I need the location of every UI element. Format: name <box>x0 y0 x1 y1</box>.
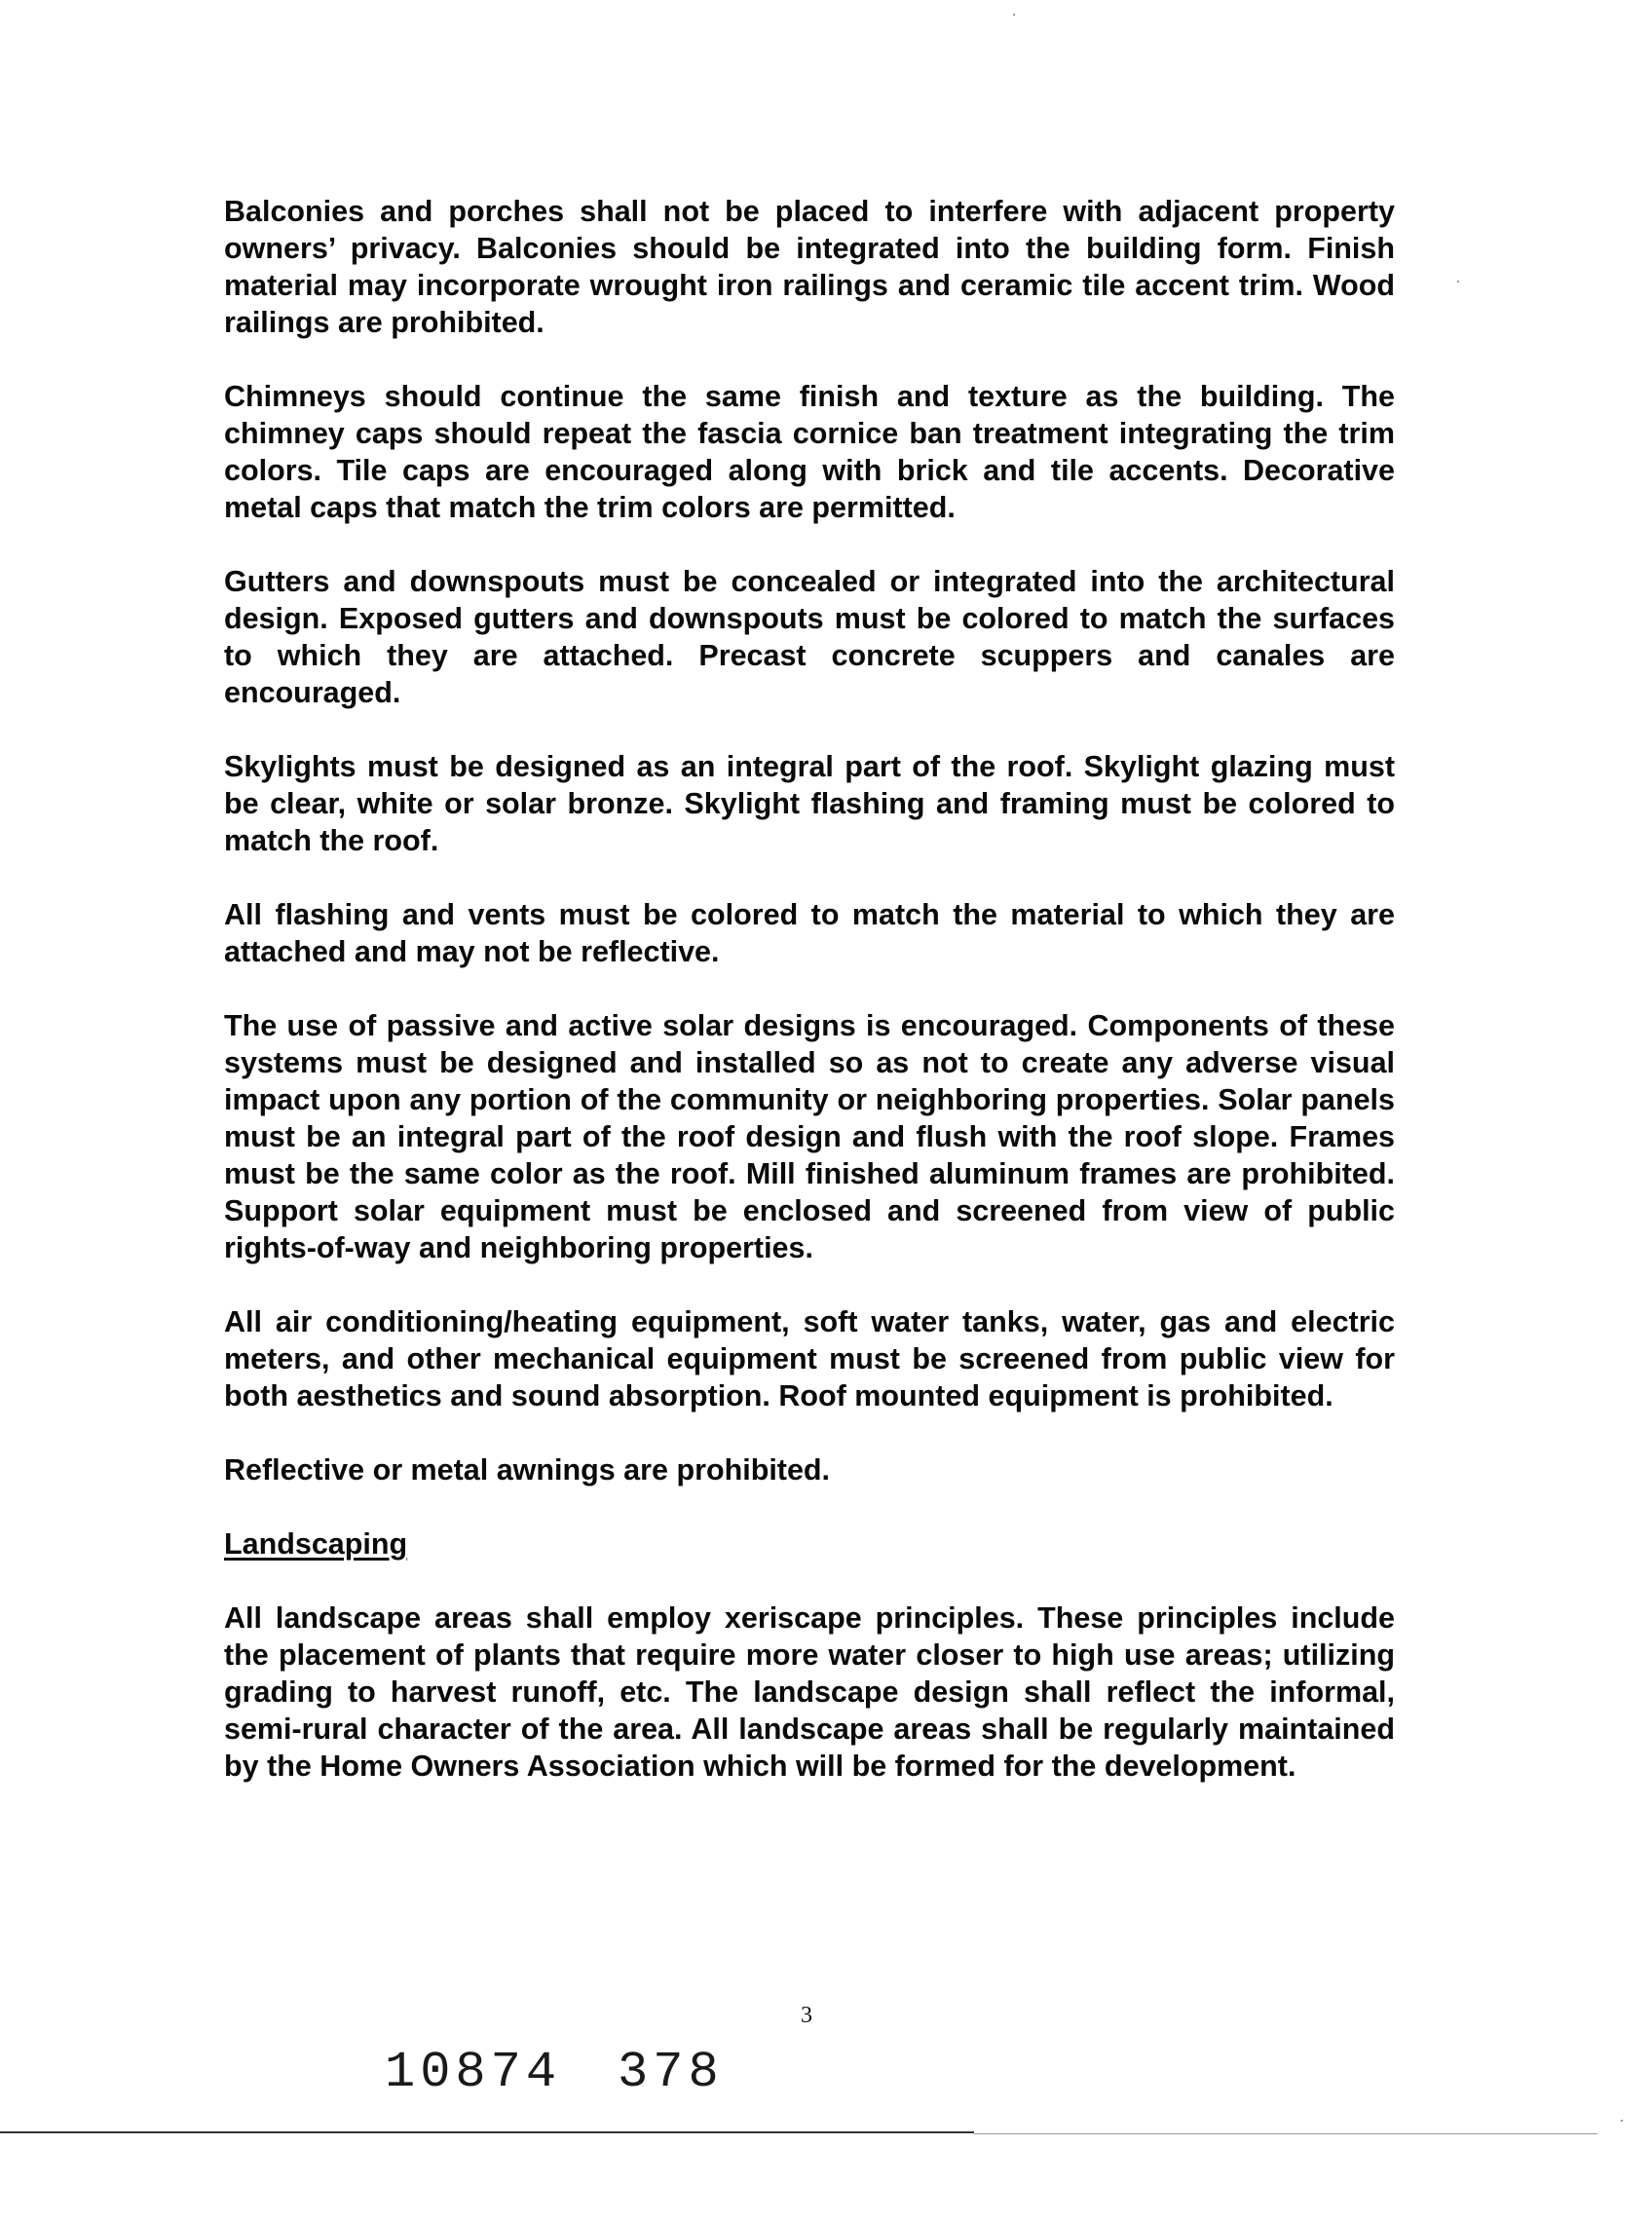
paragraph-mechanical-equipment: All air conditioning/heating equipment, soft water tanks, water, gas and electric meters, and other mechanical equipment must be screened from public view for both aesthetics and sound absorption. Roof mounted equipment is prohibited. <box>224 1305 1395 1412</box>
paragraph-gutters: Gutters and downspouts must be concealed or integrated into the architectural design. Exposed gutters and downspouts must be colored to match the surfaces to which they are attached. Precast concrete scuppers and canales are encouraged. <box>224 565 1395 709</box>
paragraph-balconies: Balconies and porches shall not be placed to interfere with adjacent property owners’ privacy. Balconies should be integrated into the building form. Finish material may incorporate wrought iron railings and ceramic tile accent trim. Wood railings are prohibited. <box>224 195 1395 339</box>
scan-speck <box>1621 2120 1623 2122</box>
paragraph-awnings: Reflective or metal awnings are prohibited. <box>224 1453 831 1487</box>
scan-speck <box>1013 14 1015 16</box>
recording-page-number: 378 <box>618 2044 724 2101</box>
page-number: 3 <box>801 2003 812 2028</box>
scan-speck <box>1457 281 1459 282</box>
recording-stamp <box>385 2044 724 2101</box>
document-body <box>224 193 1395 1822</box>
paragraph-skylights: Skylights must be designed as an integral part of the roof. Skylight glazing must be clear, white or solar bronze. Skylight flashing and framing must be colored to match the roof. <box>224 750 1395 857</box>
section-heading-landscaping: Landscaping <box>224 1527 408 1561</box>
bottom-scan-edge-line <box>0 2131 974 2133</box>
paragraph-flashing-vents: All flashing and vents must be colored to match the material to which they are attached and may not be reflective. <box>224 898 1395 968</box>
paragraph-solar: The use of passive and active solar designs is encouraged. Components of these systems must be designed and installed so as not to create any adverse visual impact upon any portion of the community or neighboring properties. Solar panels must be an integral part of the roof design and flush with the roof slope. Frames must be the same color as the roof. Mill finished aluminum frames are prohibited. Support solar equipment must be enclosed and screened from view of public rights-of-way and neighboring properties. <box>224 1009 1395 1264</box>
paragraph-landscaping: All landscape areas shall employ xeriscape principles. These principles include the placement of plants that require more water closer to high use areas; utilizing grading to harvest runoff, etc. The landscape design shall reflect the informal, semi-rural character of the area. All landscape areas shall be regularly maintained by the Home Owners Association which will be formed for the development. <box>224 1601 1395 1783</box>
bottom-scan-edge-line-faint <box>974 2133 1597 2134</box>
recording-book-number: 10874 <box>385 2044 562 2101</box>
paragraph-chimneys: Chimneys should continue the same finish and texture as the building. The chimney caps should repeat the fascia cornice ban treatment integrating the trim colors. Tile caps are encouraged along with brick and tile accents. Decorative metal caps that match the trim colors are permitted. <box>224 380 1395 524</box>
